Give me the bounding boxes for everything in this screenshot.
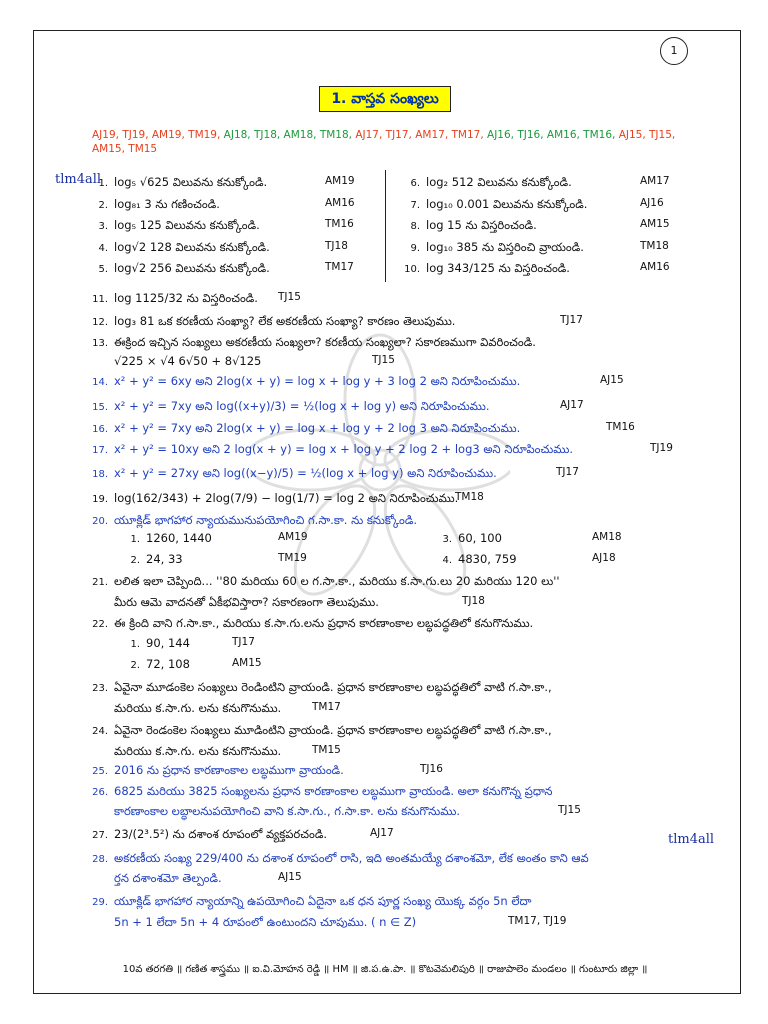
- question-text: 2016 ను ప్రధాన కారణాంకాల లబ్ధముగా వ్రాయండి.: [114, 763, 344, 777]
- question-item: [86, 174, 267, 192]
- question-text: 23/(2³.5²) ను దశాంశ రూపంలో వ్యక్తపరచండి.: [114, 827, 327, 841]
- exam-codes: [92, 128, 692, 156]
- question-number: 20.: [92, 516, 108, 527]
- exam-code: AM16,: [546, 129, 584, 141]
- exam-code: TM16,: [583, 129, 619, 141]
- exam-code-tag: AJ18: [592, 552, 616, 564]
- question-item: [398, 196, 587, 214]
- question-number: 8.: [410, 221, 420, 232]
- exam-code: TJ17,: [385, 129, 416, 141]
- question-item: [86, 239, 270, 257]
- question-number: 22.: [92, 619, 108, 630]
- exam-code: TJ19,: [122, 129, 152, 141]
- question-item: [398, 217, 537, 235]
- question-text: log 15 ను విస్తరించండి.: [426, 218, 537, 232]
- exam-code-tag: TJ18: [325, 239, 348, 252]
- question-number: 29.: [92, 897, 108, 908]
- page-number: 1: [660, 37, 688, 65]
- exam-code: AJ18,: [223, 129, 254, 141]
- question-number: 24.: [92, 726, 108, 737]
- question-item: [86, 803, 460, 819]
- exam-code: AM19,: [151, 129, 189, 141]
- exam-code-tag: AM19: [325, 175, 355, 187]
- question-item: [86, 398, 489, 416]
- exam-code-tag: AJ17: [560, 399, 584, 411]
- question-text: ఈ క్రింది వాని గ.సా.కా., మరియు క.సా.గు.లను ప్రధాన కారణాంకాల లబ్ధపద్ధతిలో కనుగొనుము.: [114, 616, 534, 630]
- question-item: [86, 313, 455, 331]
- exam-code-tag: TJ17: [232, 636, 255, 648]
- exam-code-tag: TJ15: [278, 291, 301, 303]
- question-text: 5n + 1 లేదా 5n + 4 రూపంలో ఉంటుందని చూపుము. ( n ∈ Z): [114, 915, 417, 929]
- exam-code-tag: AJ17: [370, 827, 394, 839]
- question-text: మరియు క.సా.గు. లను కనుగొనుము.: [114, 744, 282, 758]
- question-text: √225 × √4 6√50 + 8√125: [114, 354, 262, 368]
- question-text: log₅ √625 విలువను కనుక్కోండి.: [114, 175, 268, 189]
- question-text: 1260, 1440: [146, 531, 212, 545]
- question-text: ఏవైనా మూడంకెల సంఖ్యలు రెండింటిని వ్రాయండి. ప్రధాన కారణాంకాల లబ్ధపద్ధతిలో వాటి గ.సా.కా.,: [114, 680, 552, 694]
- exam-code-tag: AM19: [278, 531, 308, 543]
- option-item: [118, 530, 212, 548]
- exam-code-tag: TJ15: [558, 804, 581, 816]
- question-text: log₅ 125 విలువను కనుక్కోండి.: [114, 218, 260, 232]
- exam-code-tag: TJ18: [462, 595, 485, 607]
- question-text: ఈక్రింద ఇచ్చిన సంఖ్యలు అకరణీయ సంఖ్యలా? కరణీయ సంఖ్యలా? సకారణముగా వివరించండి.: [114, 335, 536, 349]
- question-item: [86, 573, 560, 591]
- question-item: [86, 490, 458, 508]
- question-item: [86, 420, 520, 438]
- question-number: 26.: [92, 787, 108, 798]
- question-number: 3.: [98, 221, 108, 232]
- question-number: 6.: [410, 178, 420, 189]
- question-number: 13.: [92, 338, 108, 349]
- question-text: 72, 108: [146, 657, 190, 671]
- exam-code-tag: AM15: [232, 657, 262, 669]
- question-number: 25.: [92, 766, 108, 777]
- question-item: [86, 373, 520, 391]
- question-text: x² + y² = 7xy అని 2log(x + y) = log x + log y + 2 log 3 అని నిరూపించుము.: [114, 421, 521, 435]
- question-text: అకరణీయ సంఖ్య 229/400 ను దశాంశ రూపంలో రాసి, ఇది అంతమయ్యే దశాంశమో, లేక అంతం కాని ఆవ: [114, 851, 589, 865]
- question-number: 28.: [92, 854, 108, 865]
- question-text: x² + y² = 7xy అని log((x+y)/3) = ½(log x + log y) అని నిరూపించుము.: [114, 399, 490, 413]
- question-item: [86, 512, 417, 530]
- exam-code: TJ15,: [649, 129, 676, 141]
- exam-code-tag: TM18: [455, 491, 484, 503]
- question-text: log 343/125 ను విస్తరించండి.: [426, 261, 570, 275]
- question-text: 24, 33: [146, 552, 183, 566]
- exam-code-tag: TJ16: [420, 763, 443, 775]
- question-item: [86, 722, 552, 740]
- question-text: log₂ 512 విలువను కనుక్కోండి.: [426, 175, 572, 189]
- question-text: కారణాంకాల లబ్ధాలనుపయోగించి వాని క.సా.గు., గ.సా.కా. లను కనుగొనుము.: [114, 804, 461, 818]
- question-text: log(162/343) + 2log(7/9) − log(1/7) = log 2 అని నిరూపించుము.: [114, 491, 459, 505]
- exam-code-tag: AM17: [640, 175, 670, 187]
- exam-code: AJ16,: [487, 129, 518, 141]
- exam-code: TJ18,: [254, 129, 284, 141]
- question-number: 19.: [92, 494, 108, 505]
- exam-code: AJ17,: [355, 129, 386, 141]
- question-number: 5.: [98, 264, 108, 275]
- question-item: [398, 260, 570, 278]
- question-item: [86, 870, 222, 886]
- exam-code-tag: AJ15: [278, 871, 302, 883]
- exam-code-tag: TJ17: [560, 314, 583, 326]
- watermark-tag-right: tlm4all: [668, 832, 715, 847]
- question-item: [86, 196, 220, 214]
- option-item: [430, 530, 502, 548]
- exam-code-tag: TJ17: [556, 466, 579, 478]
- question-text: log 1125/32 ను విస్తరించండి.: [114, 291, 258, 305]
- question-number: 12.: [92, 317, 108, 328]
- exam-code-tag: TM17: [325, 261, 354, 273]
- question-number: 10.: [404, 264, 420, 275]
- option-item: [118, 635, 190, 653]
- watermark-tag-left: tlm4all: [55, 172, 102, 187]
- exam-code: AJ19,: [92, 129, 123, 141]
- question-text: 60, 100: [458, 531, 502, 545]
- exam-code-tag: TJ15: [372, 354, 395, 366]
- question-text: 6825 మరియు 3825 సంఖ్యలను ప్రధాన కారణాంకాల లబ్ధముగా వ్రాయండి. అలా కనుగొన్న ప్రధాన: [114, 784, 553, 798]
- question-number: 14.: [92, 377, 108, 388]
- question-number: 1.: [130, 534, 140, 545]
- question-text: ర్తన దశాంశమో తెల్పండి.: [114, 871, 222, 885]
- exam-code: TM17,: [451, 129, 488, 141]
- question-item: [86, 290, 258, 308]
- exam-code-tag: AM15: [640, 218, 670, 230]
- exam-code-tag: AJ16: [640, 196, 664, 209]
- question-text: మీరు ఆమె వాదనతో ఏకీభవిస్తారా? సకారణంగా తెలుపుము.: [114, 595, 379, 609]
- question-number: 2.: [98, 199, 108, 211]
- exam-code: AM18,: [283, 129, 320, 141]
- option-item: [118, 551, 183, 569]
- exam-code-tag: AM16: [325, 196, 355, 209]
- question-number: 16.: [92, 424, 108, 435]
- question-item: [86, 893, 532, 911]
- exam-code-tag: TM19: [278, 552, 307, 564]
- exam-code-tag: TM18: [640, 239, 669, 252]
- question-text: 90, 144: [146, 636, 190, 650]
- column-divider: [385, 170, 386, 282]
- question-item: [398, 239, 584, 257]
- question-text: log₈₁ 3 ను గణించండి.: [114, 196, 220, 211]
- question-number: 15.: [92, 402, 108, 413]
- exam-code: AJ15,: [618, 129, 650, 141]
- question-item: [86, 217, 260, 235]
- question-item: [86, 783, 553, 801]
- question-number: 4.: [442, 555, 452, 566]
- question-text: log₁₀ 0.001 విలువను కనుక్కోండి.: [426, 196, 588, 211]
- question-text: మరియు క.సా.గు. లను కనుగొనుము.: [114, 701, 282, 715]
- question-text: log₃ 81 ఒక కరణీయ సంఖ్యా? లేక అకరణీయ సంఖ్యా? కారణం తెలుపుము.: [114, 314, 456, 328]
- question-text: log√2 256 విలువను కనుక్కోండి.: [114, 261, 270, 275]
- question-text: x² + y² = 27xy అని log((x−y)/5) = ½(log x + log y) అని నిరూపించుము.: [114, 466, 497, 480]
- exam-code: TM19,: [188, 129, 224, 141]
- exam-code-tag: TM16: [325, 218, 354, 230]
- question-item: [86, 353, 261, 369]
- question-number: 2.: [130, 555, 140, 566]
- question-number: 17.: [92, 445, 108, 456]
- exam-code-tag: AJ15: [600, 374, 624, 386]
- question-text: లలిత ఇలా చెప్పింది... ''80 మరియు 60 ల గ.సా.కా., మరియు క.సా.గు.లు 20 మరియు 120 లు'': [114, 574, 560, 588]
- exam-code-tag: TM16: [606, 421, 635, 433]
- exam-code-tag: AM18: [592, 531, 622, 543]
- question-number: 9.: [410, 242, 420, 254]
- question-number: 3.: [442, 534, 452, 545]
- question-item: [86, 826, 327, 844]
- question-text: 4830, 759: [458, 552, 517, 566]
- question-text: log₁₀ 385 ను విస్తరించి వ్రాయండి.: [426, 239, 584, 254]
- question-item: [86, 441, 573, 459]
- question-text: x² + y² = 6xy అని 2log(x + y) = log x + log y + 3 log 2 అని నిరూపించుము.: [114, 374, 521, 388]
- exam-code: AM15,: [92, 143, 129, 155]
- question-number: 11.: [92, 294, 108, 305]
- exam-code: AM17,: [415, 129, 452, 141]
- question-text: x² + y² = 10xy అని 2 log(x + y) = log x + log y + 2 log 2 + log3 అని నిరూపించుము.: [114, 442, 574, 456]
- question-item: [86, 700, 281, 716]
- question-item: [86, 762, 344, 780]
- question-item: [86, 615, 533, 633]
- exam-code-tag: TM17, TJ19: [508, 915, 567, 927]
- question-item: [86, 850, 589, 868]
- question-number: 4.: [98, 242, 108, 254]
- question-item: [86, 260, 270, 278]
- question-item: [86, 743, 281, 759]
- exam-code: TJ16,: [517, 129, 547, 141]
- question-number: 2.: [130, 660, 140, 671]
- exam-code-tag: TM15: [312, 744, 341, 756]
- question-item: [86, 914, 416, 930]
- option-item: [118, 656, 190, 674]
- question-text: ఏవైనా రెండంకెల సంఖ్యలు మూడింటిని వ్రాయండి. ప్రధాన కారణాంకాల లబ్ధపద్ధతిలో వాటి గ.సా.కా.,: [114, 723, 552, 737]
- question-number: 27.: [92, 830, 108, 841]
- question-item: [86, 594, 379, 610]
- option-item: [430, 551, 517, 569]
- exam-code-tag: TM17: [312, 701, 341, 713]
- exam-code: TM15: [128, 143, 158, 155]
- question-text: యూక్లిడ్ భాగహార న్యాయాన్ని ఉపయోగించి ఏదైనా ఒక ధన పూర్ణ సంఖ్య యొక్క వర్గం 5n లేదా: [114, 894, 532, 908]
- question-item: [86, 334, 536, 352]
- question-number: 7.: [410, 199, 420, 211]
- exam-code-tag: TJ19: [650, 442, 673, 454]
- question-number: 23.: [92, 683, 108, 694]
- question-text: log√2 128 విలువను కనుక్కోండి.: [114, 239, 270, 254]
- exam-code: TM18,: [319, 129, 356, 141]
- page-title: 1. వాస్తవ సంఖ్యలు: [319, 86, 451, 112]
- question-number: 1.: [130, 639, 140, 650]
- question-text: యూక్లిడ్ భాగహార న్యాయమునుపయోగించి గ.సా.కా. ను కనుక్కోండి.: [114, 513, 418, 527]
- exam-code-tag: AM16: [640, 261, 670, 273]
- question-number: 21.: [92, 577, 108, 588]
- question-item: [398, 174, 572, 192]
- question-item: [86, 465, 497, 483]
- question-number: 18.: [92, 469, 108, 480]
- question-item: [86, 679, 552, 697]
- question-number: 1.: [98, 178, 108, 189]
- footer-text: 10వ తరగతి ॥ గణిత శాస్త్రము ॥ ఐ.వి.మోహన రెడ్డి ॥ HM ॥ జి.ప.ఉ.పా. ॥ కొటవెమలిపురి ॥ రాజుపాలెం మండలం ॥ గుంటూరు జిల్లా ॥: [122, 964, 648, 975]
